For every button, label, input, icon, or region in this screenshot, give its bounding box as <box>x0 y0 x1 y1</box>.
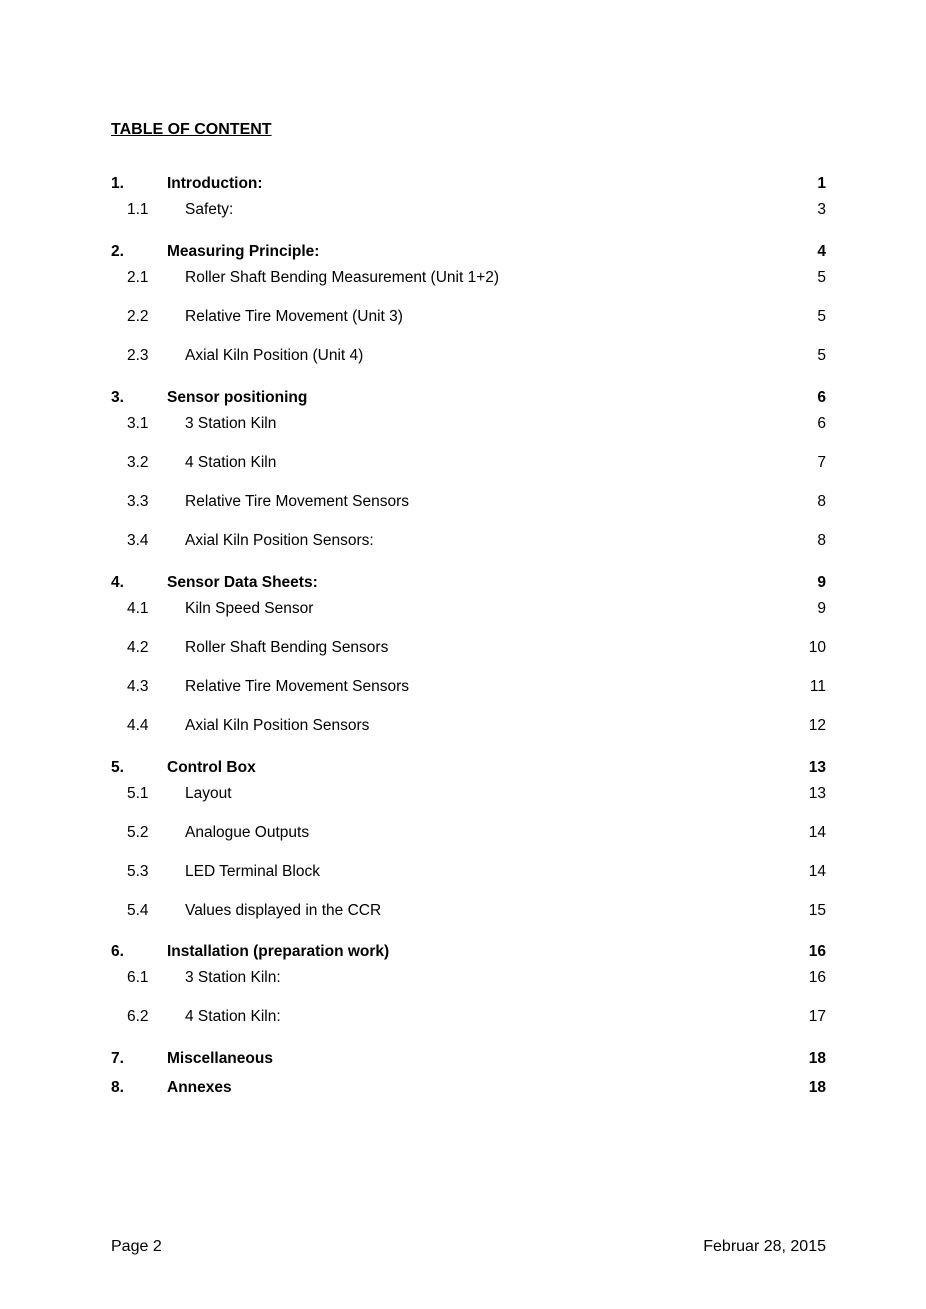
toc-entry[interactable] <box>111 901 826 921</box>
toc-entry-page: 5 <box>817 308 826 325</box>
toc-entry-number: 3. <box>111 389 124 406</box>
toc-entry-title: Miscellaneous <box>167 1050 273 1067</box>
footer-date: Februar 28, 2015 <box>703 1238 826 1255</box>
toc-entry-page: 18 <box>808 1079 826 1096</box>
toc-entry-number: 5.2 <box>127 824 149 841</box>
toc-entry-page: 12 <box>808 717 826 734</box>
toc-entry-title: Axial Kiln Position (Unit 4) <box>185 347 364 364</box>
toc-entry-number: 4. <box>111 574 124 591</box>
toc-entry-page: 4 <box>817 243 826 260</box>
toc-entry[interactable] <box>111 784 826 804</box>
toc-entry-page: 8 <box>817 493 826 510</box>
toc-entry[interactable] <box>111 599 826 619</box>
toc-entry-title: Axial Kiln Position Sensors: <box>185 532 374 549</box>
toc-entry-title: Axial Kiln Position Sensors <box>185 717 370 734</box>
toc-entry-title: Safety: <box>185 201 234 218</box>
toc-entry[interactable] <box>111 174 826 194</box>
toc-entry-number: 3.3 <box>127 493 149 510</box>
toc-entry[interactable] <box>111 942 826 962</box>
toc-entry-page: 13 <box>808 759 826 776</box>
toc-entry[interactable] <box>111 307 826 327</box>
toc-entry-page: 13 <box>808 785 826 802</box>
toc-entry-number: 5. <box>111 759 124 776</box>
toc-entry-title: LED Terminal Block <box>185 863 320 880</box>
toc-entry-number: 4.1 <box>127 600 149 617</box>
toc-entry-page: 14 <box>808 824 826 841</box>
toc-entry-page: 16 <box>808 943 826 960</box>
toc-entry-number: 1.1 <box>127 201 149 218</box>
toc-entry-title: 4 Station Kiln: <box>185 1008 281 1025</box>
toc-entry-page: 15 <box>808 902 826 919</box>
toc-entry-title: Sensor Data Sheets: <box>167 574 318 591</box>
toc-entry-title: Roller Shaft Bending Measurement (Unit 1+2) <box>185 269 500 286</box>
toc-entry[interactable] <box>111 1007 826 1027</box>
toc-entry-title: Control Box <box>167 759 256 776</box>
toc-entry-title: Sensor positioning <box>167 389 308 406</box>
toc-entry[interactable] <box>111 346 826 366</box>
toc-entry-number: 1. <box>111 175 124 192</box>
toc-entry-number: 8. <box>111 1079 124 1096</box>
toc-entry[interactable] <box>111 242 826 262</box>
toc-entry[interactable] <box>111 492 826 512</box>
toc-entry-page: 1 <box>817 175 826 192</box>
toc-entry-page: 11 <box>809 678 826 695</box>
toc-entry-title: Relative Tire Movement (Unit 3) <box>185 308 403 325</box>
toc-entry-title: Annexes <box>167 1079 232 1096</box>
footer-page-number: Page 2 <box>111 1238 162 1255</box>
toc-entry[interactable] <box>111 862 826 882</box>
toc-entry[interactable] <box>111 200 826 220</box>
toc-entry-page: 14 <box>808 863 826 880</box>
toc-entry-page: 6 <box>817 415 826 432</box>
toc-entry[interactable] <box>111 968 826 988</box>
toc-entry-number: 6.1 <box>127 969 149 986</box>
toc-entry[interactable] <box>111 638 826 658</box>
toc-entry[interactable] <box>111 1049 826 1069</box>
toc-entry[interactable] <box>111 758 826 778</box>
toc-entry[interactable] <box>111 573 826 593</box>
toc-entry-page: 17 <box>808 1008 826 1025</box>
toc-entry[interactable] <box>111 414 826 434</box>
toc-entry-title: Kiln Speed Sensor <box>185 600 314 617</box>
toc-entry-number: 7. <box>111 1050 124 1067</box>
toc-entry-title: 4 Station Kiln <box>185 454 277 471</box>
toc-entry-number: 5.4 <box>127 902 149 919</box>
toc-entry-title: Roller Shaft Bending Sensors <box>185 639 389 656</box>
toc-entry[interactable] <box>111 453 826 473</box>
toc-entry-title: 3 Station Kiln <box>185 415 277 432</box>
toc-entry-number: 3.1 <box>127 415 149 432</box>
toc-entry-number: 5.1 <box>127 785 149 802</box>
toc-entry-page: 3 <box>817 201 826 218</box>
toc-entry-page: 5 <box>817 347 826 364</box>
toc-entry-title: Relative Tire Movement Sensors <box>185 678 409 695</box>
toc-entry[interactable] <box>111 716 826 736</box>
toc-entry-number: 2.2 <box>127 308 149 325</box>
toc-entry[interactable] <box>111 268 826 288</box>
toc-entry-number: 5.3 <box>127 863 149 880</box>
toc-entry-number: 6. <box>111 943 124 960</box>
toc-entry-number: 3.2 <box>127 454 149 471</box>
toc-entry-page: 9 <box>817 574 826 591</box>
toc-entry-number: 2. <box>111 243 124 260</box>
toc-entry-page: 16 <box>808 969 826 986</box>
toc-entry-title: Analogue Outputs <box>185 824 310 841</box>
toc-entry[interactable] <box>111 677 826 697</box>
toc-entry-number: 3.4 <box>127 532 149 549</box>
toc-entry-page: 18 <box>808 1050 826 1067</box>
toc-entry-title: 3 Station Kiln: <box>185 969 281 986</box>
toc-entry-title: Layout <box>185 785 232 802</box>
toc-entry-number: 6.2 <box>127 1008 149 1025</box>
toc-entry-number: 2.1 <box>127 269 149 286</box>
toc-entry-page: 8 <box>817 532 826 549</box>
toc-entry-title: Measuring Principle: <box>167 243 320 260</box>
toc-entry-page: 5 <box>817 269 826 286</box>
toc-entry-number: 2.3 <box>127 347 149 364</box>
toc-entry-number: 4.2 <box>127 639 149 656</box>
toc-heading: TABLE OF CONTENT <box>111 121 272 138</box>
toc-entry-title: Introduction: <box>167 175 263 192</box>
toc-entry[interactable] <box>111 1078 826 1098</box>
toc-entry-page: 6 <box>817 389 826 406</box>
toc-entry-page: 7 <box>817 454 826 471</box>
toc-entry-page: 9 <box>817 600 826 617</box>
toc-entry[interactable] <box>111 531 826 551</box>
toc-entry[interactable] <box>111 388 826 408</box>
toc-entry-number: 4.3 <box>127 678 149 695</box>
toc-entry[interactable] <box>111 823 826 843</box>
toc-entry-title: Relative Tire Movement Sensors <box>185 493 409 510</box>
toc-entry-number: 4.4 <box>127 717 149 734</box>
toc-entry-title: Values displayed in the CCR <box>185 902 382 919</box>
toc-entry-title: Installation (preparation work) <box>167 943 390 960</box>
toc-entry-page: 10 <box>808 639 826 656</box>
